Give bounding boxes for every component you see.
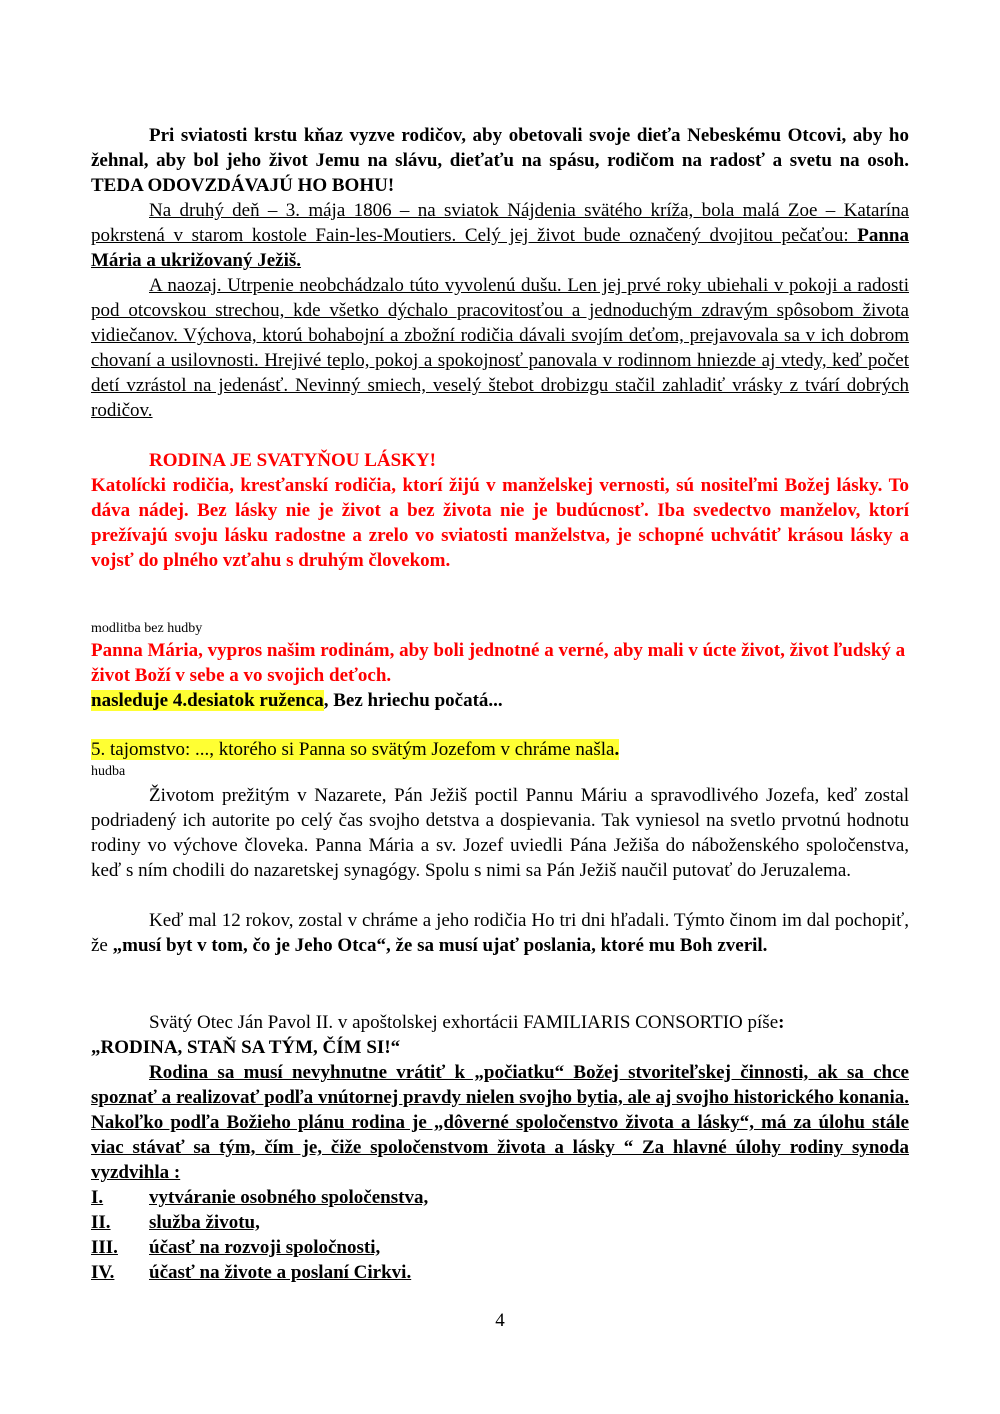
list-item-text: účasť na živote a poslaní Cirkvi. [149, 1262, 412, 1283]
prayer-text: Panna Mária, vypros našim rodinám, aby boli jednotné a verné, aby mali v úcte život, život ľudský a život Boží v sebe a vo svojich deťoch. [91, 640, 906, 686]
paragraph-nazareth [91, 783, 909, 883]
list-item [91, 1235, 909, 1260]
red-section [91, 448, 909, 573]
page-number: 4 [495, 1310, 505, 1331]
music-label: hudba [91, 764, 126, 779]
list-item-number: II. [91, 1212, 111, 1233]
temple-bold: „musí byt v tom, čo je Jeho Otca“, že sa musí ujať poslania, ktoré mu Boh zveril. [112, 935, 768, 956]
mystery-text: 5. tajomstvo: ..., ktorého si Panna so svätým Jozefom v chráme našla [91, 739, 615, 760]
baptism-date-text: Na druhý deň – 3. mája 1806 – na sviatok Nájdenia svätého kríža, bola malá Zoe – Katarína pokrstená v starom kostole Fain-les-Moutiers. Celý jej život bude označený dvojitou pečaťou: [91, 200, 909, 246]
pope-text: Svätý Otec Ján Pavol II. v apoštolskej exhortácii FAMILIARIS CONSORTIO píše [149, 1012, 779, 1033]
list-item [91, 1260, 909, 1285]
list-item-number: III. [91, 1237, 118, 1258]
prayer-label: modlitba bez hudby [91, 621, 203, 636]
pope-colon: : [778, 1012, 785, 1033]
paragraph-childhood [91, 273, 909, 423]
nazareth-text: Životom prežitým v Nazarete, Pán Ježiš poctil Pannu Máriu a spravodlivého Jozefa, keď zostal podriadený ich autorite po celý čas svojho detstva a dospievania. Tak vyniesol na svetlo prvotnú hodnotu rodiny vo výchove človeka. Panna Mária a sv. Jozef uviedli Pána Ježiša do náboženského spoločenstva, keď s ním chodili do nazaretskej synagógy. Spolu s nimi sa Pán Ježiš naučil putovať do Jeruzalema. [91, 785, 909, 881]
pope-quote: „RODINA, STAŇ SA TÝM, ČÍM SI!“ [91, 1037, 401, 1058]
mystery-section [91, 737, 909, 781]
childhood-text: A naozaj. Utrpenie neobchádzalo túto vyvolenú dušu. Len jej prvé roky ubiehali v pokoji a radosti pod otcovskou strechou, kde všetko dýchalo pracovitosťou a jednoduchým zdravým spôsobom života vidiečanov. Výchova, ktorú bohabojní a zbožní rodičia dávali svojím deťom, prejavovala sa v ich dobrom chovaní a usilovnosti. Hrejivé teplo, pokoj a spokojnosť panovala v rodinnom hniezde aj vtedy, keď počet detí vzrástol na jedenásť. Nevinný smiech, veselý štebot drobizgu stačil zahladiť vrásky z tvárí dobrých rodičov. [91, 275, 909, 421]
mystery-dot: . [614, 739, 620, 760]
list-item-number: IV. [91, 1262, 115, 1283]
family-return-text: Rodina sa musí nevyhnutne vrátiť k „počiatku“ Božej stvoriteľskej činnosti, ak sa chce spoznať a realizovať podľa vnútornej pravdy nielen svojho bytia, ale aj svojho historického konania. Nakoľko podľa Božieho plánu rodina je „dôverné spoločenstvo života a lásky“, má za úlohu stále viac stávať sa tým, čím je, čiže spoločenstvom života a lásky “ Za hlavné úlohy rodiny synoda vyzdvihla : [91, 1062, 909, 1183]
baptism-date-bold: Panna Mária a ukrižovaný Ježiš. [91, 225, 909, 271]
list-item-text: vytváranie osobného spoločenstva, [149, 1187, 429, 1208]
paragraph-pope [91, 1010, 909, 1060]
list-item-number: I. [91, 1187, 104, 1208]
decade-rest: , Bez hriechu počatá... [323, 690, 503, 711]
list-item-text: účasť na rozvoji spoločnosti, [149, 1237, 381, 1258]
paragraph-family-return [91, 1060, 909, 1185]
tasks-list [91, 1185, 909, 1285]
baptism-text: Pri sviatosti krstu kňaz vyzve rodičov, aby obetovali svoje dieťa Nebeskému Otcovi, aby ho žehnal, aby bol jeho život Jemu na slávu, dieťaťu na spásu, rodičom na radosť a svetu na osoh. TEDA ODOVZDÁVAJÚ HO BOHU! [91, 125, 909, 196]
temple-text: Keď mal 12 rokov, zostal v chráme a jeho rodičia Ho tri dni hľadali. Týmto činom im dal pochopiť, že [91, 910, 909, 956]
paragraph-baptism [91, 123, 909, 198]
paragraph-temple [91, 908, 909, 958]
list-item [91, 1210, 909, 1235]
list-item-text: služba životu, [149, 1212, 260, 1233]
red-text: Katolícki rodičia, kresťanskí rodičia, ktorí žijú v manželskej vernosti, sú nositeľmi Božej lásky. To dáva nádej. Bez lásky nie je život a bez života nie je budúcnosť. Iba svedectvo manželov, ktorí prežívajú svoju lásku radostne a zrelo vo sviatosti manželstva, je schopné uchvátiť krásou lásky a vojsť do plného vzťahu s druhým človekom. [91, 475, 909, 571]
paragraph-baptism-date [91, 198, 909, 273]
prayer-section [91, 619, 909, 713]
decade-highlight: nasleduje 4.desiatok ruženca [91, 690, 324, 711]
list-item [91, 1185, 909, 1210]
red-heading: RODINA JE SVATYŇOU LÁSKY! [149, 450, 436, 471]
